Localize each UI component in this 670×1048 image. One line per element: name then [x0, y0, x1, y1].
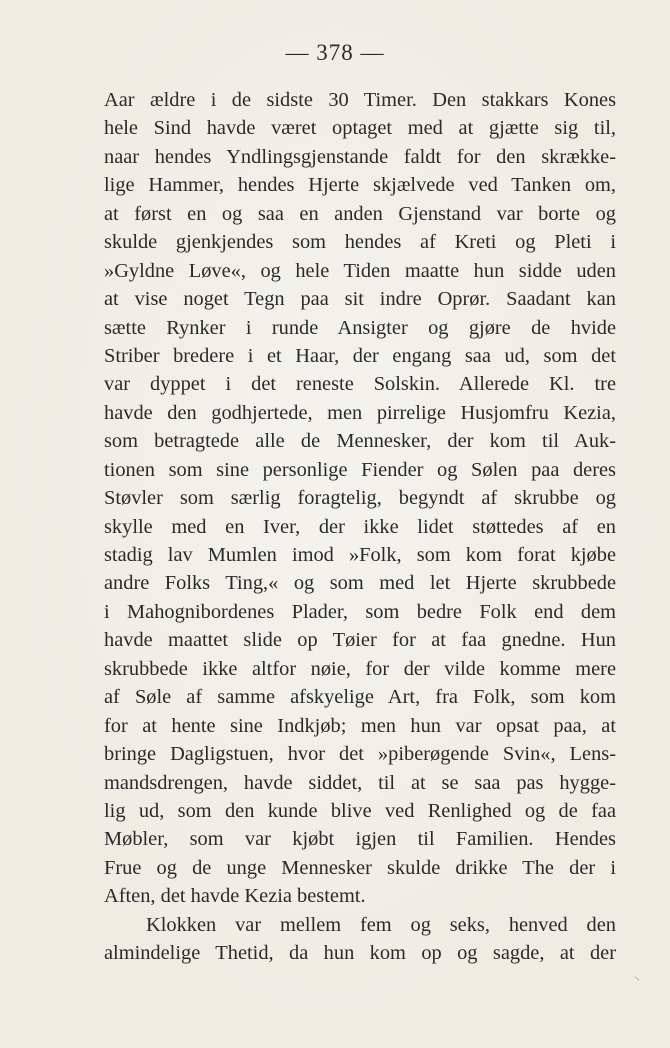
paper-speck — [634, 976, 639, 981]
paragraph-end-line: Aften, det havde Kezia bestemt. — [104, 885, 366, 908]
paragraph-start-line: Klokken var mellem fem og seks, henved den — [146, 913, 616, 936]
body-text — [104, 86, 616, 968]
text-line: som betragtede alle de Mennesker, der kom til Auk- — [104, 430, 616, 453]
text-line: stadig lav Mumlen imod »Folk, som kom forat kjøbe — [104, 544, 616, 566]
text-line: lig ud, som den kunde blive ved Renlighed og de faa — [104, 799, 616, 822]
text-line: almindelige Thetid, da hun kom op og sagde, at der — [104, 942, 616, 965]
text-line: Støvler som særlig foragtelig, begyndt af skrubbe og — [104, 487, 616, 510]
text-line: af Søle af samme afskyelige Art, fra Folk, som kom — [104, 686, 616, 709]
text-line: Frue og de unge Mennesker skulde drikke The der i — [104, 856, 616, 879]
text-line: havde maattet slide op Tøier for at faa gnedne. Hun — [104, 629, 616, 652]
text-line: naar hendes Yndlingsgjenstande faldt for den skrække- — [104, 145, 616, 168]
text-line: skrubbede ikke altfor nøie, for der vilde komme mere — [104, 657, 616, 680]
text-line: at først en og saa en anden Gjenstand var borte og — [104, 202, 616, 225]
page-number: — 378 — — [285, 40, 385, 65]
text-line: mandsdrengen, havde siddet, til at se saa pas hygge- — [104, 771, 616, 794]
text-line: »Gyldne Løve«, og hele Tiden maatte hun sidde uden — [104, 259, 616, 282]
text-line: havde den godhjertede, men pirrelige Husjomfru Kezia, — [104, 401, 616, 424]
text-line: skylle med en Iver, der ikke lidet støttedes af en — [104, 515, 616, 538]
text-line: sætte Rynker i runde Ansigter og gjøre de hvide — [104, 316, 616, 339]
text-line: lige Hammer, hendes Hjerte skjælvede ved Tanken om, — [104, 174, 616, 197]
text-line: Møbler, som var kjøbt igjen til Familien. Hendes — [104, 828, 616, 851]
text-line: Aar ældre i de sidste 30 Timer. Den stakkars Kones — [104, 89, 616, 111]
text-line: var dyppet i det reneste Solskin. Allerede Kl. tre — [104, 373, 616, 396]
text-line: i Mahognibordenes Plader, som bedre Folk end dem — [104, 600, 616, 623]
text-line: at vise noget Tegn paa sit indre Oprør. Saadant kan — [104, 288, 616, 311]
text-line: andre Folks Ting,« og som med let Hjerte skrubbede — [104, 572, 616, 595]
text-line: skulde gjenkjendes som hendes af Kreti og Pleti i — [104, 231, 616, 254]
text-line: tionen som sine personlige Fiender og Sølen paa deres — [104, 458, 616, 481]
text-line: for at hente sine Indkjøb; men hun var opsat paa, at — [104, 714, 616, 737]
text-line: Striber bredere i et Haar, der engang saa ud, som det — [104, 344, 616, 367]
text-line: hele Sind havde været optaget med at gjætte sig til, — [104, 117, 616, 140]
text-line: bringe Dagligstuen, hvor det »piberøgende Svin«, Lens- — [104, 743, 616, 766]
